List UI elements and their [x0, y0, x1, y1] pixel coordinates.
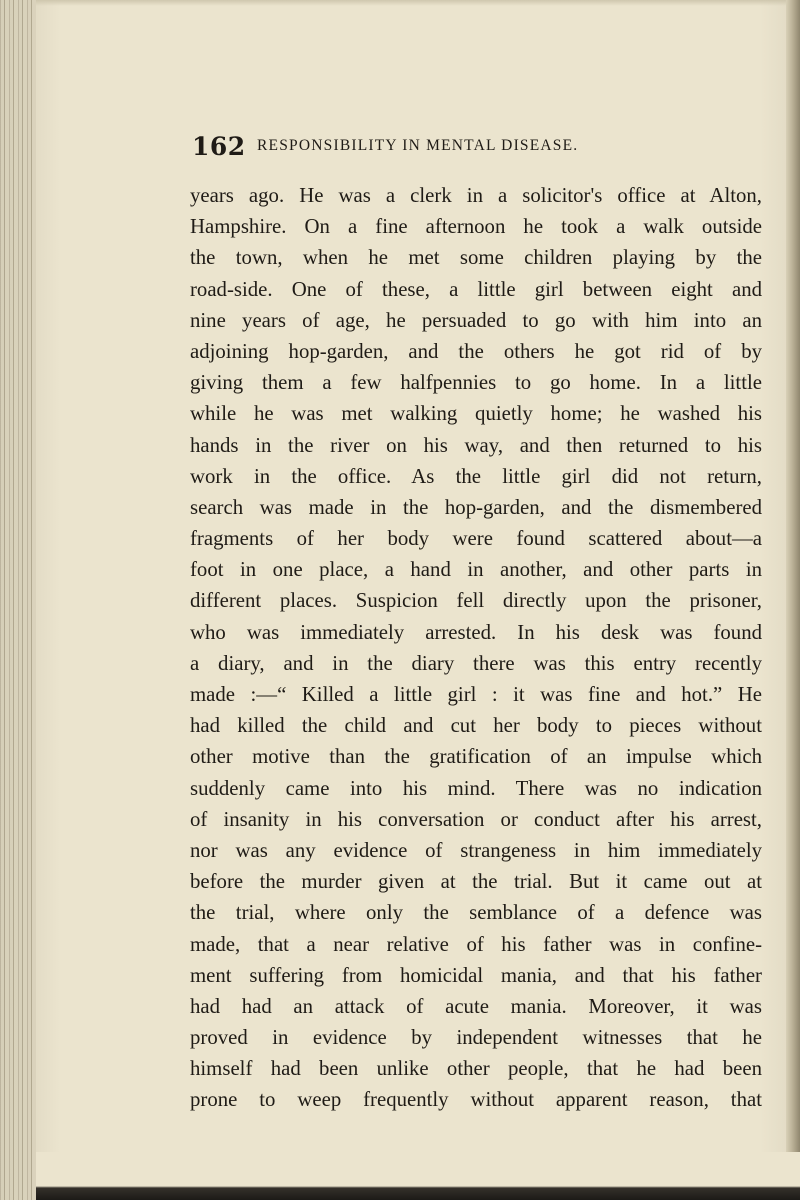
text-line: had killed the child and cut her body to pieces without	[190, 714, 762, 738]
text-line: ment suffering from homicidal mania, and that his father	[190, 963, 762, 987]
text-line: years ago. He was a clerk in a solicitor's office at Alton,	[190, 184, 762, 207]
text-line: road-side. One of these, a little girl between eight and	[190, 277, 762, 301]
text-line: who was immediately arrested. In his desk was found	[190, 620, 762, 644]
text-line: the town, when he met some children playing by the	[190, 246, 762, 270]
page-header	[192, 132, 692, 166]
text-line: prone to weep frequently without apparent reason, that	[190, 1088, 762, 1112]
text-line: suddenly came into his mind. There was no indication	[190, 776, 762, 800]
text-line: adjoining hop-garden, and the others he got rid of by	[190, 339, 762, 363]
text-line: Hampshire. On a fine afternoon he took a walk outside	[190, 215, 762, 239]
text-line: work in the office. As the little girl did not return,	[190, 464, 762, 488]
running-title: RESPONSIBILITY IN MENTAL DISEASE.	[257, 137, 579, 154]
text-line: himself had been unlike other people, that he had been	[190, 1057, 762, 1081]
text-line: foot in one place, a hand in another, and other parts in	[190, 558, 762, 582]
text-line: before the murder given at the trial. But it came out at	[190, 870, 762, 894]
text-line: nine years of age, he persuaded to go with him into an	[190, 308, 762, 332]
text-line: other motive than the gratification of an impulse which	[190, 745, 762, 769]
text-line: search was made in the hop-garden, and the dismembered	[190, 495, 762, 519]
text-line: giving them a few halfpennies to go home. In a little	[190, 371, 762, 395]
book-binding-edge	[0, 0, 36, 1200]
body-text	[190, 180, 762, 1116]
text-line: of insanity in his conversation or conduct after his arrest,	[190, 807, 762, 831]
text-line: different places. Suspicion fell directly upon the prisoner,	[190, 589, 762, 613]
text-line: made :—“ Killed a little girl : it was fine and hot.” He	[190, 683, 762, 706]
text-line: while he was met walking quietly home; he washed his	[190, 402, 762, 426]
page-number: 162	[192, 132, 246, 161]
page-bottom-edge	[36, 1152, 800, 1200]
text-line: a diary, and in the diary there was this entry recently	[190, 651, 762, 675]
text-line: proved in evidence by independent witnesses that he	[190, 1026, 762, 1050]
text-line: made, that a near relative of his father was in confine-	[190, 932, 762, 956]
text-line: nor was any evidence of strangeness in him immediately	[190, 838, 762, 862]
page-right-edge	[786, 0, 800, 1200]
text-line: hands in the river on his way, and then returned to his	[190, 433, 762, 457]
text-line: had had an attack of acute mania. Moreover, it was	[190, 994, 762, 1018]
text-line: fragments of her body were found scattered about—a	[190, 527, 762, 551]
text-line: the trial, where only the semblance of a defence was	[190, 901, 762, 925]
page-top-edge	[36, 0, 786, 6]
